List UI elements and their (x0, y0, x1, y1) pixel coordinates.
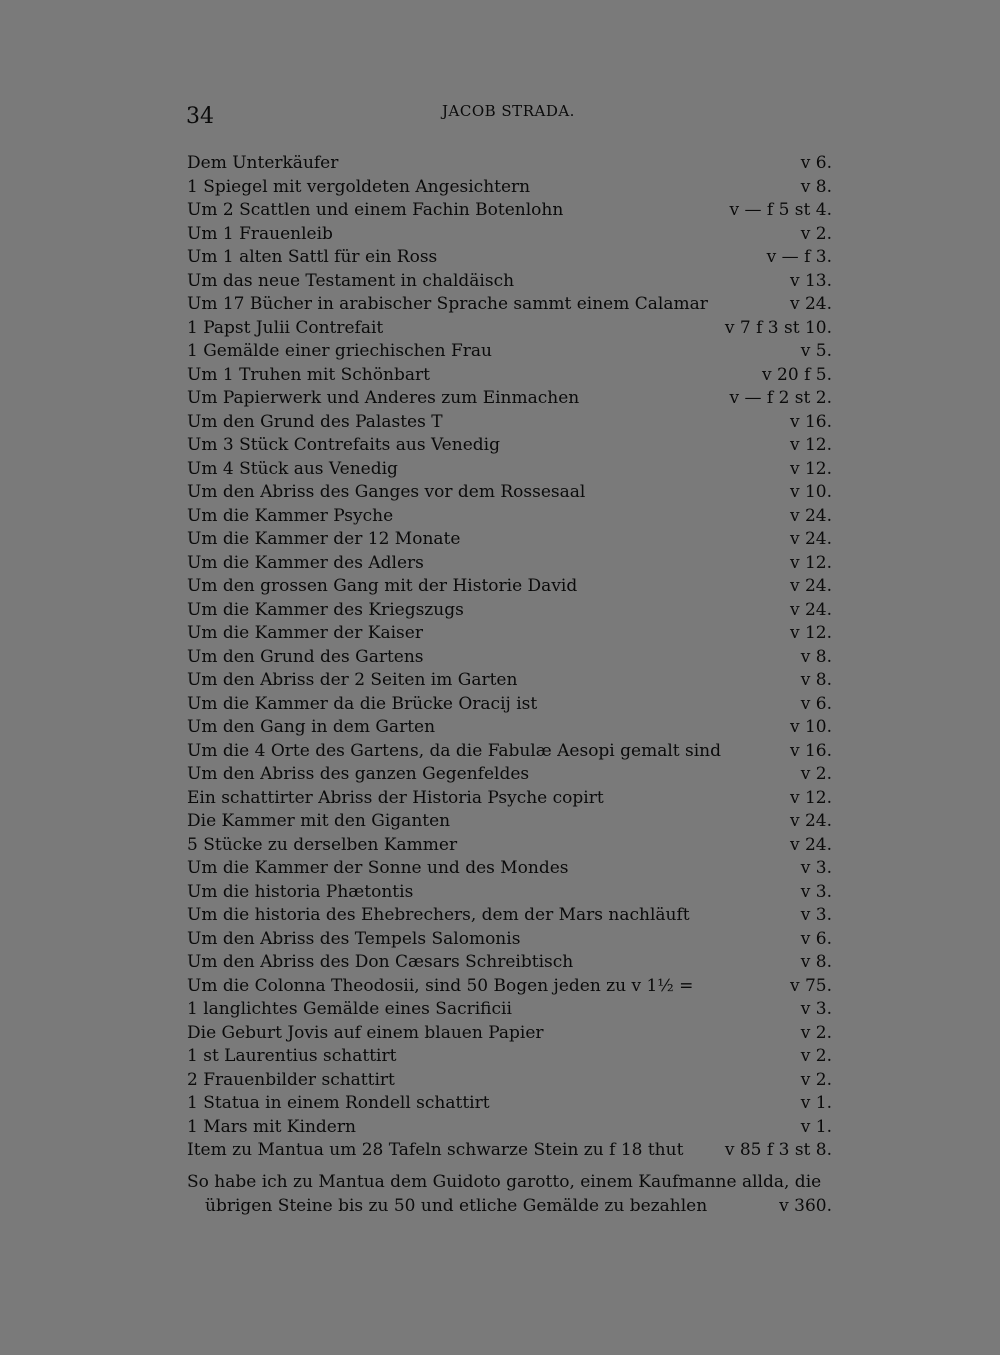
ledger-entry (0, 1139, 1000, 1163)
entry-label: 1 st Laurentius schattirt (187, 1046, 397, 1066)
ledger-entry (0, 975, 1000, 999)
closing-line-2 (187, 1194, 832, 1218)
ledger-entry (0, 646, 1000, 670)
entry-label: Um den Abriss des Don Cæsars Schreibtisch (187, 952, 574, 972)
entry-amount: v 24. (789, 834, 832, 855)
entry-amount: v 85 f 3 st 8. (724, 1140, 832, 1160)
entry-label: Um die 4 Orte des Gartens, da die Fabulæ Aesopi gemalt sind (187, 740, 722, 761)
ledger-entry (0, 857, 1000, 881)
entry-amount: v 8. (800, 646, 832, 667)
entry-amount: v 5. (800, 341, 832, 361)
entry-amount: v 75. (789, 975, 832, 996)
closing-line-1: So habe ich zu Mantua dem Guidoto garotto, einem Kaufmanne allda, die (187, 1172, 822, 1192)
ledger-entry (0, 552, 1000, 576)
ledger-entry (0, 458, 1000, 482)
page-number: 34 (186, 104, 214, 129)
entry-label: Um die Kammer der Sonne und des Mondes (187, 858, 569, 878)
entry-label: Um den Abriss des Ganges vor dem Rossesaal (187, 482, 586, 502)
entry-amount: v — f 2 st 2. (729, 388, 832, 408)
entry-label: 2 Frauenbilder schattirt (187, 1069, 395, 1090)
entry-label: Um die Colonna Theodosii, sind 50 Bogen jeden zu v 1½ = (187, 975, 694, 996)
ledger-entry (0, 763, 1000, 787)
entry-amount: v 24. (789, 294, 832, 314)
entry-label: Um Papierwerk und Anderes zum Einmachen (187, 388, 580, 408)
entry-label: Um die Kammer Psyche (187, 505, 394, 526)
entry-label: Um das neue Testament in chaldäisch (187, 270, 515, 291)
entry-amount: v 12. (789, 552, 832, 573)
entry-amount: v 10. (789, 482, 832, 502)
ledger-entry (0, 223, 1000, 247)
entry-label: Um die Kammer da die Brücke Oracij ist (187, 693, 538, 714)
entry-amount: v 2. (800, 764, 832, 784)
entry-label: 1 Papst Julii Contrefait (187, 317, 384, 338)
closing-amount: v 360. (779, 1196, 832, 1216)
running-head: JACOB STRADA. (442, 102, 575, 120)
entry-label: 1 Spiegel mit vergoldeten Angesichtern (187, 176, 531, 197)
ledger-entry (0, 1069, 1000, 1093)
ledger-entry (0, 669, 1000, 693)
entry-amount: v 1. (800, 1116, 832, 1137)
entry-amount: v 3. (800, 881, 832, 902)
ledger-entry (0, 1022, 1000, 1046)
entry-amount: v 3. (800, 905, 832, 925)
ledger-entry (0, 434, 1000, 458)
entry-amount: v 6. (800, 928, 832, 949)
ledger-entry (0, 951, 1000, 975)
entry-label: Um 3 Stück Contrefaits aus Venedig (187, 435, 500, 455)
entry-label: Um die Kammer des Kriegszugs (187, 599, 464, 620)
ledger-entry (0, 152, 1000, 176)
entry-amount: v 24. (789, 505, 832, 526)
ledger-entry (0, 270, 1000, 294)
entry-label: Dem Unterkäufer (187, 153, 339, 173)
entry-label: Um 1 Truhen mit Schönbart (187, 364, 430, 385)
entry-amount: v 6. (800, 693, 832, 714)
ledger-entry (0, 1092, 1000, 1116)
ledger-entry (0, 364, 1000, 388)
entry-amount: v 8. (800, 952, 832, 972)
entry-amount: v — f 5 st 4. (729, 200, 832, 220)
ledger-entry (0, 1116, 1000, 1140)
entry-label: 5 Stücke zu derselben Kammer (187, 834, 458, 855)
ledger-entry (0, 810, 1000, 834)
entry-amount: v 24. (789, 811, 832, 831)
closing-paragraph (187, 1170, 832, 1218)
entry-amount: v — f 3. (766, 247, 832, 267)
ledger-entry (0, 622, 1000, 646)
entry-amount: v 12. (789, 787, 832, 808)
ledger-entry (0, 834, 1000, 858)
entry-label: Um 1 Frauenleib (187, 223, 333, 244)
entry-amount: v 2. (800, 1046, 832, 1066)
entry-amount: v 13. (789, 270, 832, 291)
entry-amount: v 12. (789, 435, 832, 455)
entry-label: 1 langlichtes Gemälde eines Sacrificii (187, 999, 512, 1019)
ledger-entry (0, 505, 1000, 529)
entry-label: Um den Grund des Palastes T (187, 411, 443, 432)
entry-label: Um 2 Scattlen und einem Fachin Botenlohn (187, 200, 564, 220)
entry-amount: v 10. (789, 717, 832, 737)
ledger-entry (0, 411, 1000, 435)
ledger-entry (0, 481, 1000, 505)
ledger-entry (0, 1045, 1000, 1069)
entry-amount: v 3. (800, 858, 832, 878)
ledger-entry (0, 176, 1000, 200)
closing-line-2-text: übrigen Steine bis zu 50 und etliche Gemälde zu bezahlen (205, 1196, 708, 1216)
entry-label: Die Kammer mit den Giganten (187, 811, 451, 831)
entry-amount: v 20 f 5. (762, 364, 832, 385)
entry-amount: v 8. (800, 176, 832, 197)
entry-amount: v 3. (800, 999, 832, 1019)
account-entries (0, 152, 1000, 1163)
entry-amount: v 24. (789, 576, 832, 596)
ledger-entry (0, 787, 1000, 811)
entry-label: Um die historia des Ehebrechers, dem der Mars nachläuft (187, 905, 690, 925)
entry-amount: v 12. (789, 458, 832, 479)
entry-label: Um 4 Stück aus Venedig (187, 458, 398, 479)
entry-amount: v 12. (789, 623, 832, 643)
entry-amount: v 2. (800, 223, 832, 244)
ledger-entry (0, 599, 1000, 623)
ledger-entry (0, 317, 1000, 341)
entry-label: 1 Gemälde einer griechischen Frau (187, 341, 492, 361)
entry-amount: v 7 f 3 st 10. (724, 317, 832, 338)
ledger-entry (0, 293, 1000, 317)
ledger-entry (0, 881, 1000, 905)
entry-label: Um den Abriss der 2 Seiten im Garten (187, 670, 518, 690)
entry-label: Um den Abriss des Tempels Salomonis (187, 928, 521, 949)
entry-label: Ein schattirter Abriss der Historia Psyche copirt (187, 787, 604, 808)
entry-label: Um die historia Phætontis (187, 881, 414, 902)
entry-amount: v 1. (800, 1093, 832, 1113)
ledger-entry (0, 693, 1000, 717)
entry-amount: v 24. (789, 529, 832, 549)
entry-label: Die Geburt Jovis auf einem blauen Papier (187, 1022, 544, 1043)
entry-label: Um die Kammer der Kaiser (187, 623, 423, 643)
entry-label: Um den Gang in dem Garten (187, 717, 436, 737)
ledger-entry (0, 575, 1000, 599)
entry-label: 1 Mars mit Kindern (187, 1116, 356, 1137)
entry-label: Um 1 alten Sattl für ein Ross (187, 247, 438, 267)
ledger-entry (0, 928, 1000, 952)
entry-label: Um den Grund des Gartens (187, 646, 424, 667)
entry-amount: v 16. (789, 411, 832, 432)
ledger-entry (0, 340, 1000, 364)
ledger-entry (0, 528, 1000, 552)
ledger-entry (0, 246, 1000, 270)
ledger-entry (0, 904, 1000, 928)
entry-label: Item zu Mantua um 28 Tafeln schwarze Stein zu f 18 thut (187, 1140, 684, 1160)
entry-label: Um 17 Bücher in arabischer Sprache sammt einem Calamar (187, 294, 708, 314)
entry-label: Um den Abriss des ganzen Gegenfeldes (187, 764, 530, 784)
ledger-entry (0, 740, 1000, 764)
entry-amount: v 8. (800, 670, 832, 690)
entry-amount: v 2. (800, 1022, 832, 1043)
ledger-entry (0, 716, 1000, 740)
entry-label: Um die Kammer des Adlers (187, 552, 424, 573)
entry-label: Um den grossen Gang mit der Historie David (187, 576, 578, 596)
entry-amount: v 6. (800, 153, 832, 173)
entry-label: 1 Statua in einem Rondell schattirt (187, 1093, 490, 1113)
entry-amount: v 24. (789, 599, 832, 620)
ledger-entry (0, 387, 1000, 411)
ledger-entry (0, 199, 1000, 223)
entry-amount: v 2. (800, 1069, 832, 1090)
entry-label: Um die Kammer der 12 Monate (187, 529, 461, 549)
entry-amount: v 16. (789, 740, 832, 761)
ledger-entry (0, 998, 1000, 1022)
